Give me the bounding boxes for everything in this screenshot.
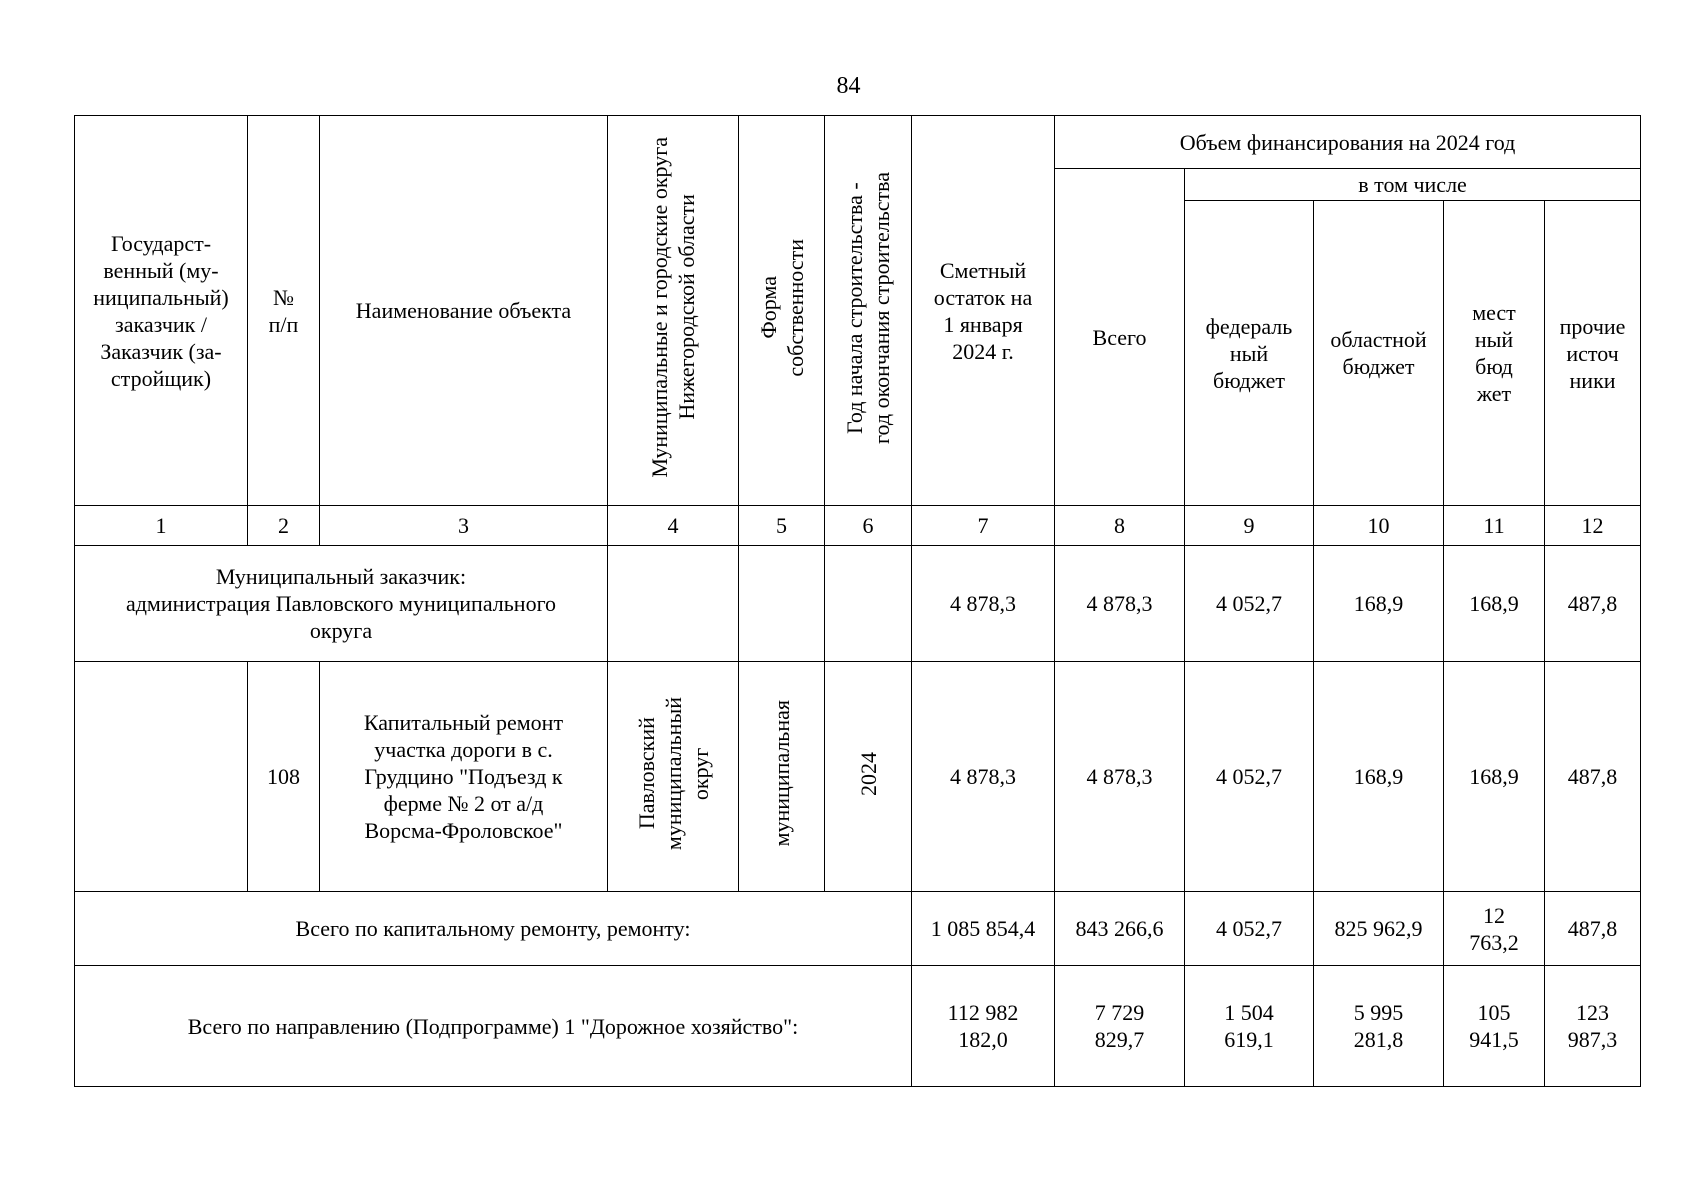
object-municipality-text: Павловский муниципальный округ (633, 696, 713, 851)
column-number: 9 (1185, 506, 1314, 546)
header-including: в том числе (1185, 169, 1641, 201)
header-federal: федераль ный бюджет (1185, 201, 1314, 506)
column-numbers-row (75, 506, 1641, 546)
header-municipality-text: Муниципальные и городские округа Нижегородской области (647, 137, 699, 478)
column-number: 5 (739, 506, 825, 546)
column-number: 3 (320, 506, 608, 546)
empty-cell (608, 546, 739, 662)
column-number: 1 (75, 506, 248, 546)
column-number: 4 (608, 506, 739, 546)
direction-total-row (75, 966, 1641, 1087)
object-ownership (739, 662, 825, 892)
repair-total-regional: 825 962,9 (1314, 892, 1444, 966)
object-year (825, 662, 912, 892)
object-year-text: 2024 (855, 751, 881, 796)
header-ownership-text: Форма собственности (755, 238, 808, 377)
customer-total: 4 878,3 (1055, 546, 1185, 662)
direction-total-federal: 1 504 619,1 (1185, 966, 1314, 1087)
object-other: 487,8 (1545, 662, 1641, 892)
repair-total-total: 843 266,6 (1055, 892, 1185, 966)
customer-label: Муниципальный заказчик: администрация Павловского муниципального округа (75, 546, 608, 662)
customer-regional: 168,9 (1314, 546, 1444, 662)
column-number: 2 (248, 506, 320, 546)
page-number: 84 (836, 73, 861, 99)
object-federal: 4 052,7 (1185, 662, 1314, 892)
direction-total-regional: 5 995 281,8 (1314, 966, 1444, 1087)
customer-federal: 4 052,7 (1185, 546, 1314, 662)
repair-total-local: 12 763,2 (1444, 892, 1545, 966)
customer-row (75, 546, 1641, 662)
financing-table (74, 115, 1641, 1087)
direction-total-label: Всего по направлению (Подпрограмме) 1 "Дорожное хозяйство": (75, 966, 912, 1087)
empty-cell (739, 546, 825, 662)
customer-estimate: 4 878,3 (912, 546, 1055, 662)
repair-total-other: 487,8 (1545, 892, 1641, 966)
object-regional: 168,9 (1314, 662, 1444, 892)
direction-total-estimate: 112 982 182,0 (912, 966, 1055, 1087)
column-number: 12 (1545, 506, 1641, 546)
repair-total-federal: 4 052,7 (1185, 892, 1314, 966)
empty-cell (825, 546, 912, 662)
empty-cell (75, 662, 248, 892)
header-ownership (739, 116, 825, 506)
direction-total-total: 7 729 829,7 (1055, 966, 1185, 1087)
object-total: 4 878,3 (1055, 662, 1185, 892)
header-years (825, 116, 912, 506)
repair-total-estimate: 1 085 854,4 (912, 892, 1055, 966)
column-number: 8 (1055, 506, 1185, 546)
object-estimate: 4 878,3 (912, 662, 1055, 892)
column-number: 11 (1444, 506, 1545, 546)
header-funding-group: Объем финансирования на 2024 год (1055, 116, 1641, 169)
header-years-text: Год начала строительства - год окончания строительства (842, 171, 894, 444)
customer-other: 487,8 (1545, 546, 1641, 662)
column-number: 10 (1314, 506, 1444, 546)
header-total: Всего (1055, 169, 1185, 506)
repair-total-label: Всего по капитальному ремонту, ремонту: (75, 892, 912, 966)
direction-total-other: 123 987,3 (1545, 966, 1641, 1087)
header-estimate-balance: Сметный остаток на 1 января 2024 г. (912, 116, 1055, 506)
header-other: прочие источ ники (1545, 201, 1641, 506)
object-name: Капитальный ремонт участка дороги в с. Грудцино "Подъезд к ферме № 2 от а/д Ворсма-Фроловское" (320, 662, 608, 892)
direction-total-local: 105 941,5 (1444, 966, 1545, 1087)
header-customer: Государст- венный (му- ниципальный) заказчик / Заказчик (за- стройщик) (75, 116, 248, 506)
object-municipality (608, 662, 739, 892)
object-ownership-text: муниципальная (769, 700, 794, 847)
header-number: № п/п (248, 116, 320, 506)
object-row (75, 662, 1641, 892)
header-regional: областной бюджет (1314, 201, 1444, 506)
header-local: мест ный бюд жет (1444, 201, 1545, 506)
customer-local: 168,9 (1444, 546, 1545, 662)
object-number: 108 (248, 662, 320, 892)
column-number: 7 (912, 506, 1055, 546)
header-object-name: Наименование объекта (320, 116, 608, 506)
header-municipality (608, 116, 739, 506)
header-row-1 (75, 116, 1641, 169)
column-number: 6 (825, 506, 912, 546)
repair-total-row (75, 892, 1641, 966)
object-local: 168,9 (1444, 662, 1545, 892)
